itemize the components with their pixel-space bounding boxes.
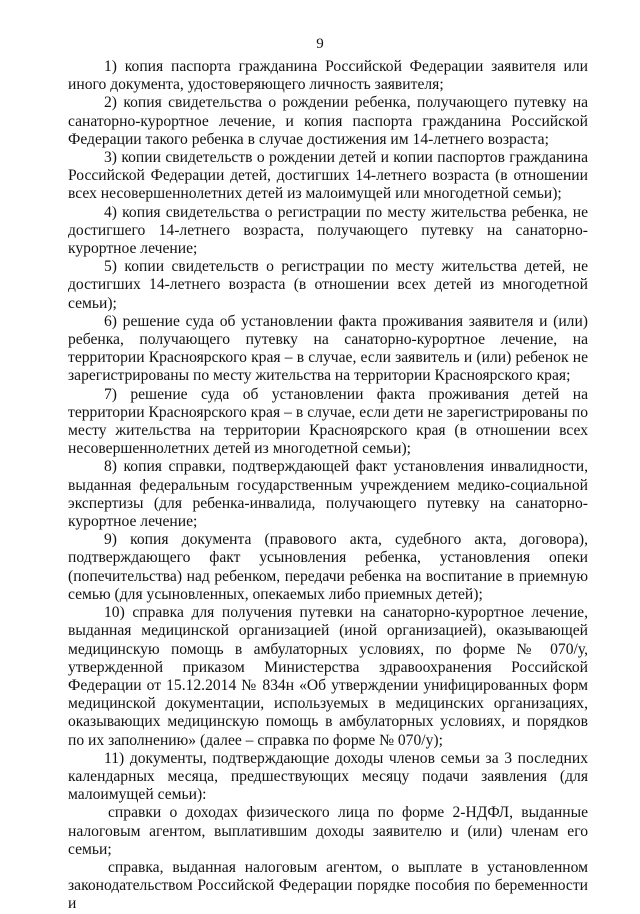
sub-item-2ndfl: справки о доходах физического лица по форме 2-НДФЛ, выданные налоговым агентом, выплатившим доходы заявителю и (или) членам его семьи; <box>68 804 588 858</box>
sub-item-pregnancy-benefit: справка, выданная налоговым агентом, о выплате в установленном законодательством Российской Федерации порядке пособия по беременности и <box>68 858 588 913</box>
list-item-1: 1) копия паспорта гражданина Российской Федерации заявителя или иного документа, удостоверяющего личность заявителя; <box>68 58 588 94</box>
list-item-7: 7) решение суда об установлении факта проживания детей на территории Красноярского края – в случае, если дети не зарегистрированы по месту жительства на территории Красноярского края (в отношении всех несовершеннолетних детей из многодетной семьи); <box>68 385 588 458</box>
list-item-10: 10) справка для получения путевки на санаторно-курортное лечение, выданная медицинской организацией (иной организацией), оказывающей медицинскую помощь в амбулаторных условиях, по форме № 070/у, утвержденной приказом Министерства здравоохранения Российской Федерации от 15.12.2014 № 834н «Об утверждении унифицированных форм медицинской документации, используемых в медицинских организациях, оказывающих медицинскую помощь в амбулаторных условиях, и порядков по их заполнению» (далее – справка по форме № 070/у); <box>68 604 588 749</box>
list-item-2: 2) копия свидетельства о рождении ребенка, получающего путевку на санаторно-курортное лечение, и копия паспорта гражданина Российской Федерации такого ребенка в случае достижения им 14-летнего возраста; <box>68 94 588 148</box>
list-item-4: 4) копия свидетельства о регистрации по месту жительства ребенка, не достигшего 14-летнего возраста, получающего путевку на санаторно-курортное лечение; <box>68 203 588 258</box>
list-item-8: 8) копия справки, подтверждающей факт установления инвалидности, выданная федеральным государственным учреждением медико-социальной экспертизы (для ребенка-инвалида, получающего путевку на санаторно-курортное лечение; <box>68 458 588 531</box>
document-body <box>68 58 588 914</box>
list-item-11: 11) документы, подтверждающие доходы членов семьи за 3 последних календарных месяца, предшествующих месяцу подачи заявления (для малоимущей семьи): <box>68 749 588 804</box>
page-number: 9 <box>316 36 324 52</box>
list-item-5: 5) копии свидетельств о регистрации по месту жительства детей, не достигших 14-летнего возраста (в отношении всех детей из многодетной семьи); <box>68 258 588 312</box>
list-item-9: 9) копия документа (правового акта, судебного акта, договора), подтверждающего факт усыновления ребенка, установления опеки (попечительства) над ребенком, передачи ребенка на воспитание в приемную семью (для усыновленных, опекаемых либо приемных детей); <box>68 531 588 603</box>
list-item-3: 3) копии свидетельств о рождении детей и копии паспортов гражданина Российской Федерации детей, достигших 14-летнего возраста (в отношении всех несовершеннолетних детей из малоимущей или многодетной семьи); <box>68 149 588 203</box>
list-item-6: 6) решение суда об установлении факта проживания заявителя и (или) ребенка, получающего путевку на санаторно-курортное лечение, на территории Красноярского края – в случае, если заявитель и (или) ребенок не зарегистрированы по месту жительства на территории Красноярского края; <box>68 312 588 385</box>
